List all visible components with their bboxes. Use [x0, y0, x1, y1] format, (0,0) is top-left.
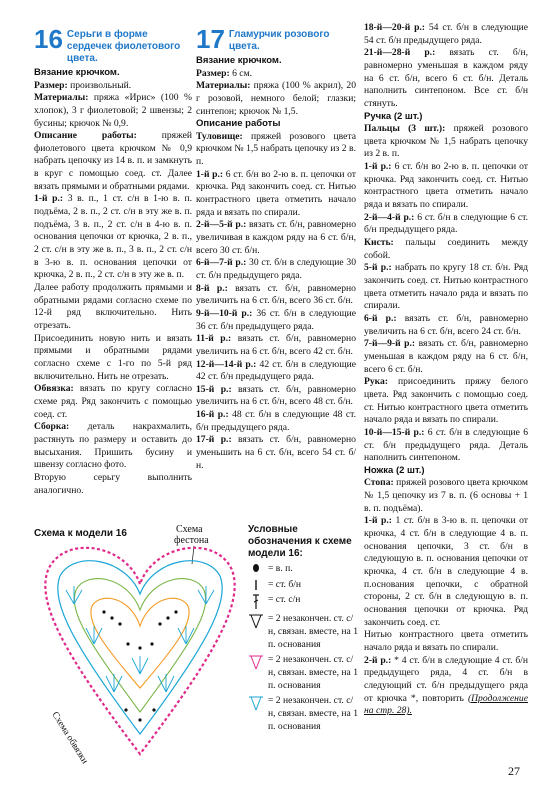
row: 1-й р.: 6 ст. б/н во 2-ю в. п. цепочки от крючка. Ряд закончить соед. ст. Нитью контрастного цвета отметить начало ряда и вязать по спирали.: [364, 161, 528, 211]
scheme-title: Схема к модели 16: [34, 528, 127, 539]
row: 5-й р.: набрать по кругу 18 ст. б/н. Ряд закончить соед. ст. Нитью контрастного цвета отметить начало ряда и вязать по спирали.: [364, 262, 528, 312]
heart-diagram: [34, 524, 246, 764]
legend-item: = в. п.: [248, 563, 360, 576]
edging: Обвязка: вязать по кругу согласно схеме ряд. Ряд закончить с помощью соед. ст.: [34, 383, 192, 420]
article-17: [196, 26, 356, 472]
assembly: Сборка: деталь накрахмалить, растянуть по размеру и оставить до высыхания. Пришить бусину и швензу согласно фото.: [34, 421, 192, 471]
row: 6-й—7-й р.: 30 ст. б/н в следующие 30 ст. б/н предыдущего ряда.: [196, 257, 356, 281]
row: 11-й р.: вязать ст. б/н, равномерно увеличить на 6 ст. б/н, всего 42 ст. б/н.: [196, 333, 356, 357]
row: 7-й—9-й р.: вязать ст. б/н, равномерно уменьшая в каждом ряду на 6 ст. б/н, всего 6 ст. б/н.: [364, 338, 528, 375]
crochet-scheme: [34, 524, 246, 764]
body-part: Туловище: пряжей розового цвета крючком № 1,5 набрать цепочку из 2 в. п.: [196, 130, 356, 167]
legend-title: Условные обозначения к схеме модели 16:: [248, 524, 352, 559]
edging-scheme-label: Схема обвязки: [49, 710, 90, 764]
article-17-continued: [364, 22, 528, 718]
cluster-stitch-icon: [248, 654, 264, 670]
description-heading: Описание работы: [196, 118, 281, 130]
legend-item: = 2 незакончен. ст. с/н, связан. вместе, на 1 п. основания: [248, 654, 360, 692]
page-number: 27: [508, 764, 520, 778]
legend-item: = ст. с/н: [248, 594, 360, 610]
row: 17-й р.: вязать ст. б/н, равномерно уменьшить на 6 ст. б/н, всего 54 ст. б/н.: [196, 434, 356, 471]
article-number: 16: [34, 24, 63, 54]
row: 1-й р.: 1 ст. б/н в 3-ю в. п. цепочки от крючка, 4 ст. б/н в следующие 4 в. п. основания цепочки, 3 ст. б/н в следующую в. п. основания цепочки от крючка, 4 ст. б/н в следующие 4 в. п.основания цепочки, с обратной стороны, 2 ст. б/н в следующую в. п. основания цепочки от крючка. Ряд закончить соед. ст.: [364, 515, 528, 628]
paragraph: Присоединить новую нить и вязать прямыми и обратными рядами согласно схеме с 1-го по 5-й ряд включительно. Нить не отрезать.: [34, 332, 192, 382]
arm: Рука: присоединить пряжу белого цвета. Ряд закончить с помощью соед. ст. Нитью контрастного цвета отметить начало ряда и вязать по спирали.: [364, 376, 528, 426]
technique: Вязание крючком.: [196, 55, 282, 66]
materials: Материалы: пряжа «Ирис» (100 % хлопок), 3 г фиолетовой; 2 швензы; 2 бусины; крючок № 0,9.: [34, 92, 192, 129]
row-outline: [91, 598, 189, 688]
row: 6-й р.: вязать ст. б/н, равномерно увеличить на 6 ст. б/н, всего 24 ст. б/н.: [364, 312, 528, 337]
article-number: 17: [196, 24, 225, 54]
row: 2-й р.: * 4 ст. б/н в следующие 4 ст. б/н предыдущего ряда, 4 ст. б/н в следующий ст. б/н предыдущего ряда от крючка *, повторить (Продолжение на стр. 28).: [364, 654, 528, 717]
cluster-stitch-icon: [248, 613, 264, 629]
article-16: [34, 26, 192, 497]
paragraph: Вторую серьгу выполнить аналогично.: [34, 471, 192, 496]
row: 21-й—28-й р.: вязать ст. б/н, равномерно уменьшая в каждом ряду на 6 ст. б/н, всего 6 ст. б/н. Деталь наполнить синтепоном. Все ст. б/н стянуть.: [364, 47, 528, 109]
size-line: Размер: 6 см.: [196, 67, 253, 79]
continuation-link[interactable]: (Продолжение на стр. 28).: [364, 692, 528, 717]
foot: Стопа: пряжей розового цвета крючком № 1,5 цепочку из 7 в. п. (6 основы + 1 в. п. подъёма).: [364, 477, 528, 514]
legend-item: = 2 незакончен. ст. с/н, связан. вместе, на 1 п. основания: [248, 613, 360, 651]
row: 12-й—14-й р.: 42 ст. б/н в следующие 42 ст. б/н предыдущего ряда.: [196, 358, 356, 383]
section-heading: Ручка (2 шт.): [364, 110, 423, 122]
size-line: Размер: произвольный.: [34, 79, 132, 91]
row: 9-й—10-й р.: 36 ст. б/н в следующие 36 ст. б/н предыдущего ряда.: [196, 307, 356, 332]
stitch-fans: [66, 586, 214, 692]
row: 1-й р.: 6 ст. б/н во 2-ю в. п. цепочки от крючка. Ряд закончить соед. ст. Нитью контрастного цвета отметить начало ряда и вязать по спирали.: [196, 168, 356, 218]
legend-item: = 2 незакончен. ст. с/н, связан. вместе, на 1 п. основания: [248, 695, 360, 733]
row: 8-й р.: вязать ст. б/н, равномерно увеличить на 6 ст. б/н, всего 36 ст. б/н.: [196, 282, 356, 307]
paragraph: Далее работу продолжить прямыми и обратными рядами согласно схеме по 12-й ряд включительно. Нить отрезать.: [34, 282, 192, 331]
double-crochet-icon: [248, 594, 264, 610]
legend: [248, 524, 360, 733]
technique: Вязание крючком.: [34, 67, 120, 78]
description: Описание работы: пряжей фиолетового цвета крючком № 0,9 набрать цепочку из 14 в. п. и замкнуть в круг с помощью соед. ст. Далее вязать прямыми и обратными рядами.: [34, 130, 192, 192]
fingers: Пальцы (3 шт.): пряжей розового цвета крючком № 1,5 набрать цепочку из 2 в. п.: [364, 123, 528, 160]
row: 2-й—4-й р.: 6 ст. б/н в следующие 6 ст. б/н предыдущего ряда.: [364, 211, 528, 236]
article-title: Серьги в форме сердечек фиолетового цвета.: [66, 29, 181, 64]
row: 2-й—5-й р.: вязать ст. б/н, равномерно увеличивая в каждом ряду на 6 ст. б/н, всего 30 ст. б/н.: [196, 219, 356, 256]
row: 18-й—20-й р.: 54 ст. б/н в следующие 54 ст. б/н предыдущего ряда.: [364, 22, 529, 46]
row: 10-й—15-й р.: 6 ст. б/н в следующие 6 ст. б/н предыдущего ряда. Деталь наполнить синтепоном.: [364, 426, 528, 464]
row: 15-й р.: вязать ст. б/н, равномерно увеличить на 6 ст. б/н, всего 48 ст. б/н.: [196, 383, 356, 408]
article-title: Гламурчик розового цвета.: [228, 29, 330, 52]
article-16-heading: [34, 26, 192, 65]
materials: Материалы: пряжа (100 % акрил), 20 г розовой, немного белой; глазки; синтепон; крючок № 1,5.: [196, 80, 356, 117]
edging-outline: [45, 548, 234, 754]
cluster-stitch-icon: [248, 695, 264, 711]
paragraph: Нитью контрастного цвета отметить начало ряда и вязать по спирали.: [364, 629, 528, 653]
scallop-label: Схема фестона: [174, 524, 209, 546]
section-heading: Ножка (2 шт.): [364, 464, 425, 476]
chain-stitch-icon: [248, 563, 264, 573]
single-crochet-icon: [248, 579, 264, 591]
row: 16-й р.: 48 ст. б/н в следующие 48 ст. б/н предыдущего ряда.: [196, 409, 356, 433]
article-17-heading: [196, 26, 356, 53]
row-1: 1-й р.: 3 в. п., 1 ст. с/н в 1-ю в. п. подъёма, 2 в. п., 2 ст. с/н в эту же в. п. подъёма, 3 в. п., 2 ст. с/н в 4-ю в. п. основания цепочки от крючка, 2 в. п., 2 ст. с/н в эту же в. п., 3 в. п., 2 ст. с/н в 3-ю в. п. основания цепочки от крючка, 2 в. п., 2 ст. с/н в эту же в. п.: [34, 193, 192, 281]
legend-item: = ст. б/н: [248, 579, 360, 592]
hand: Кисть: пальцы соединить между собой.: [364, 237, 528, 261]
